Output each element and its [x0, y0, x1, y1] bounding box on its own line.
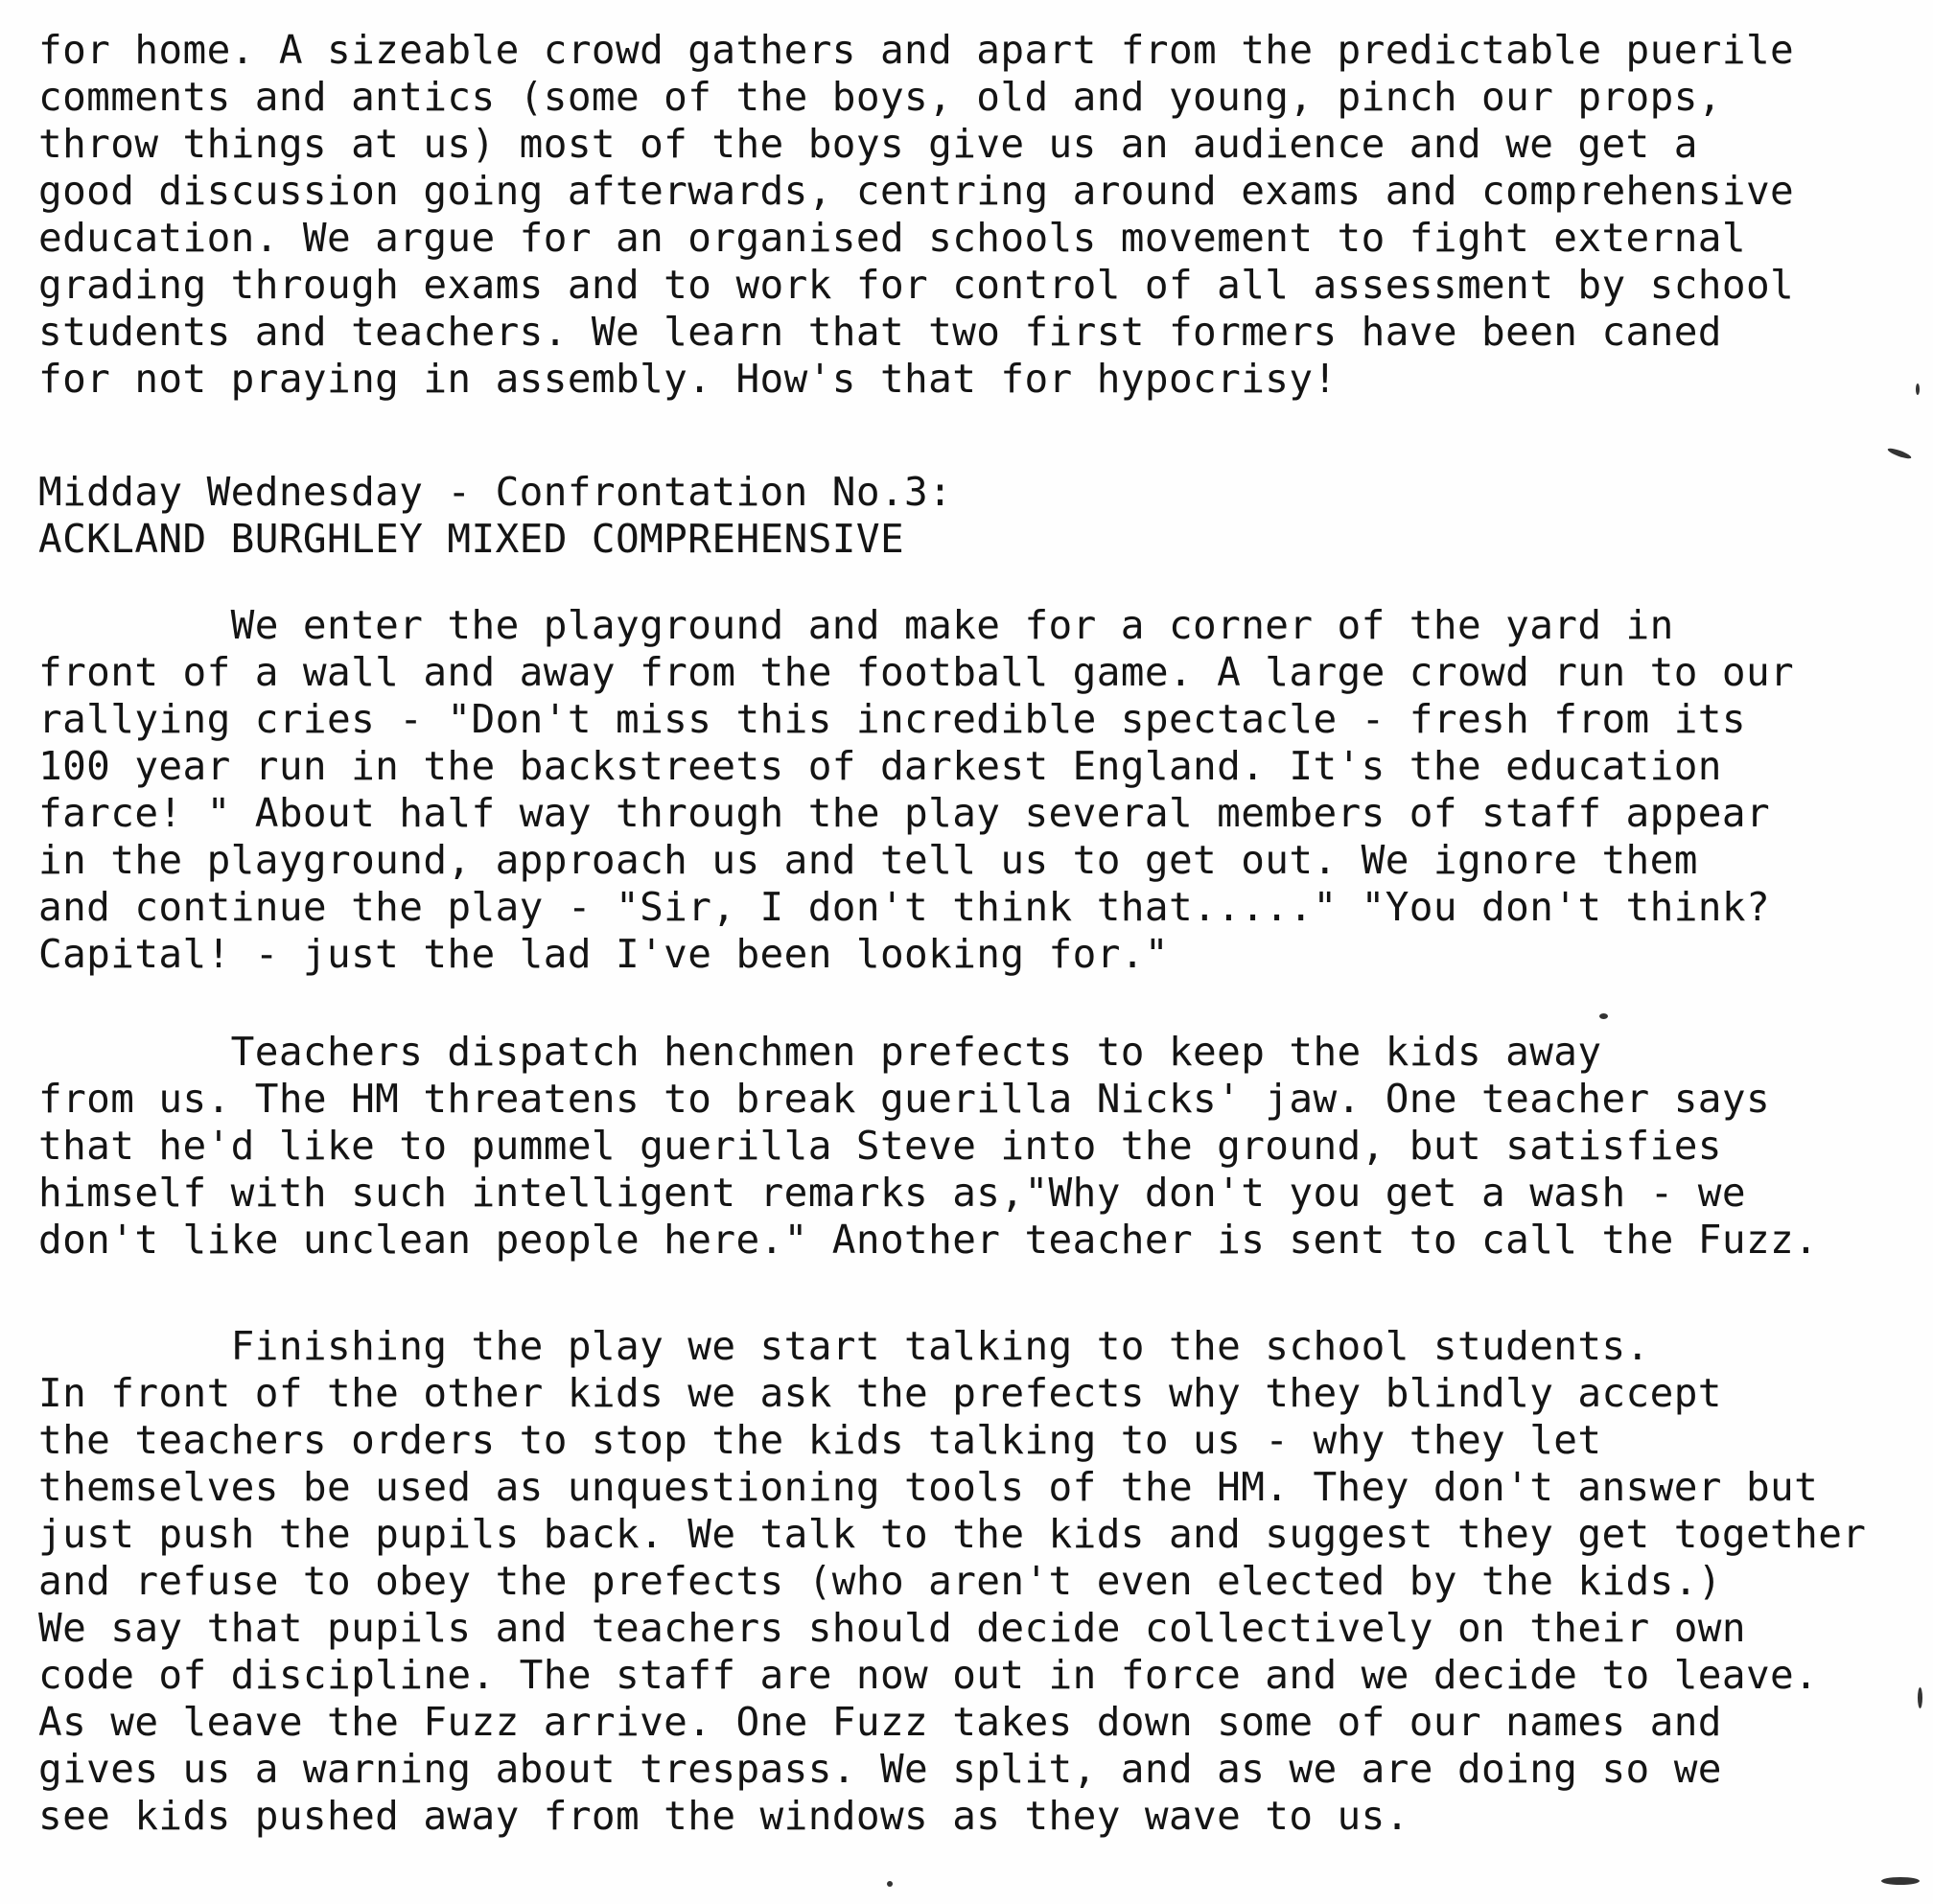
- paragraph-2-line-6: in the playground, approach us and tell us to get out. We ignore them: [38, 837, 1698, 883]
- paragraph-4-line-1: Finishing the play we start talking to the school students.: [38, 1323, 1650, 1369]
- paragraph-2-line-3: rallying cries - "Don't miss this incredible spectacle - fresh from its: [38, 696, 1746, 742]
- scan-speck: [1918, 1687, 1922, 1708]
- paragraph-4-line-10: gives us a warning about trespass. We split, and as we are doing so we: [38, 1746, 1722, 1792]
- scan-speck: [1916, 383, 1920, 395]
- paragraph-1-line-7: students and teachers. We learn that two first formers have been caned: [38, 309, 1722, 355]
- paragraph-3-line-4: himself with such intelligent remarks as,"Why don't you get a wash - we: [38, 1170, 1746, 1216]
- paragraph-4-line-4: themselves be used as unquestioning tools of the HM. They don't answer but: [38, 1464, 1819, 1510]
- paragraph-3-line-3: that he'd like to pummel guerilla Steve into the ground, but satisfies: [38, 1123, 1722, 1169]
- paragraph-2-line-7: and continue the play - "Sir, I don't think that....." "You don't think?: [38, 884, 1771, 930]
- paragraph-2-line-1: We enter the playground and make for a corner of the yard in: [38, 602, 1674, 648]
- paragraph-2-line-2: front of a wall and away from the football game. A large crowd run to our: [38, 649, 1795, 695]
- paragraph-4-line-11: see kids pushed away from the windows as they wave to us.: [38, 1793, 1409, 1839]
- paragraph-3-line-5: don't like unclean people here." Another teacher is sent to call the Fuzz.: [38, 1217, 1819, 1263]
- paragraph-4-line-3: the teachers orders to stop the kids talking to us - why they let: [38, 1417, 1602, 1463]
- paragraph-1-line-1: for home. A sizeable crowd gathers and apart from the predictable puerile: [38, 27, 1795, 73]
- paragraph-1-line-2: comments and antics (some of the boys, old and young, pinch our props,: [38, 74, 1722, 120]
- paragraph-2-line-5: farce! " About half way through the play several members of staff appear: [38, 790, 1771, 836]
- paragraph-1-line-6: grading through exams and to work for control of all assessment by school: [38, 262, 1795, 308]
- paragraph-2-line-4: 100 year run in the backstreets of darkest England. It's the education: [38, 743, 1722, 789]
- paragraph-1-line-8: for not praying in assembly. How's that for hypocrisy!: [38, 356, 1338, 402]
- paragraph-1-line-4: good discussion going afterwards, centring around exams and comprehensive: [38, 168, 1795, 214]
- scan-speck: [1887, 447, 1912, 461]
- paragraph-1-line-5: education. We argue for an organised schools movement to fight external: [38, 215, 1746, 261]
- paragraph-4-line-2: In front of the other kids we ask the prefects why they blindly accept: [38, 1370, 1722, 1416]
- paragraph-4-line-8: code of discipline. The staff are now out in force and we decide to leave.: [38, 1652, 1819, 1698]
- paragraph-2-line-8: Capital! - just the lad I've been looking for.": [38, 931, 1169, 977]
- section-heading-line-2: ACKLAND BURGHLEY MIXED COMPREHENSIVE: [38, 516, 905, 562]
- scan-speck: [887, 1881, 893, 1887]
- paragraph-1-line-3: throw things at us) most of the boys give us an audience and we get a: [38, 121, 1698, 167]
- section-heading-line-1: Midday Wednesday - Confrontation No.3:: [38, 469, 953, 515]
- paragraph-4-line-7: We say that pupils and teachers should decide collectively on their own: [38, 1605, 1746, 1651]
- paragraph-4-line-6: and refuse to obey the prefects (who aren't even elected by the kids.): [38, 1558, 1722, 1604]
- scan-speck: [1599, 1013, 1608, 1019]
- paragraph-4-line-9: As we leave the Fuzz arrive. One Fuzz takes down some of our names and: [38, 1699, 1722, 1745]
- paragraph-4-line-5: just push the pupils back. We talk to the kids and suggest they get together: [38, 1511, 1867, 1557]
- paragraph-3-line-1: Teachers dispatch henchmen prefects to keep the kids away: [38, 1029, 1602, 1075]
- paragraph-3-line-2: from us. The HM threatens to break guerilla Nicks' jaw. One teacher says: [38, 1076, 1771, 1122]
- scan-speck: [1881, 1877, 1920, 1885]
